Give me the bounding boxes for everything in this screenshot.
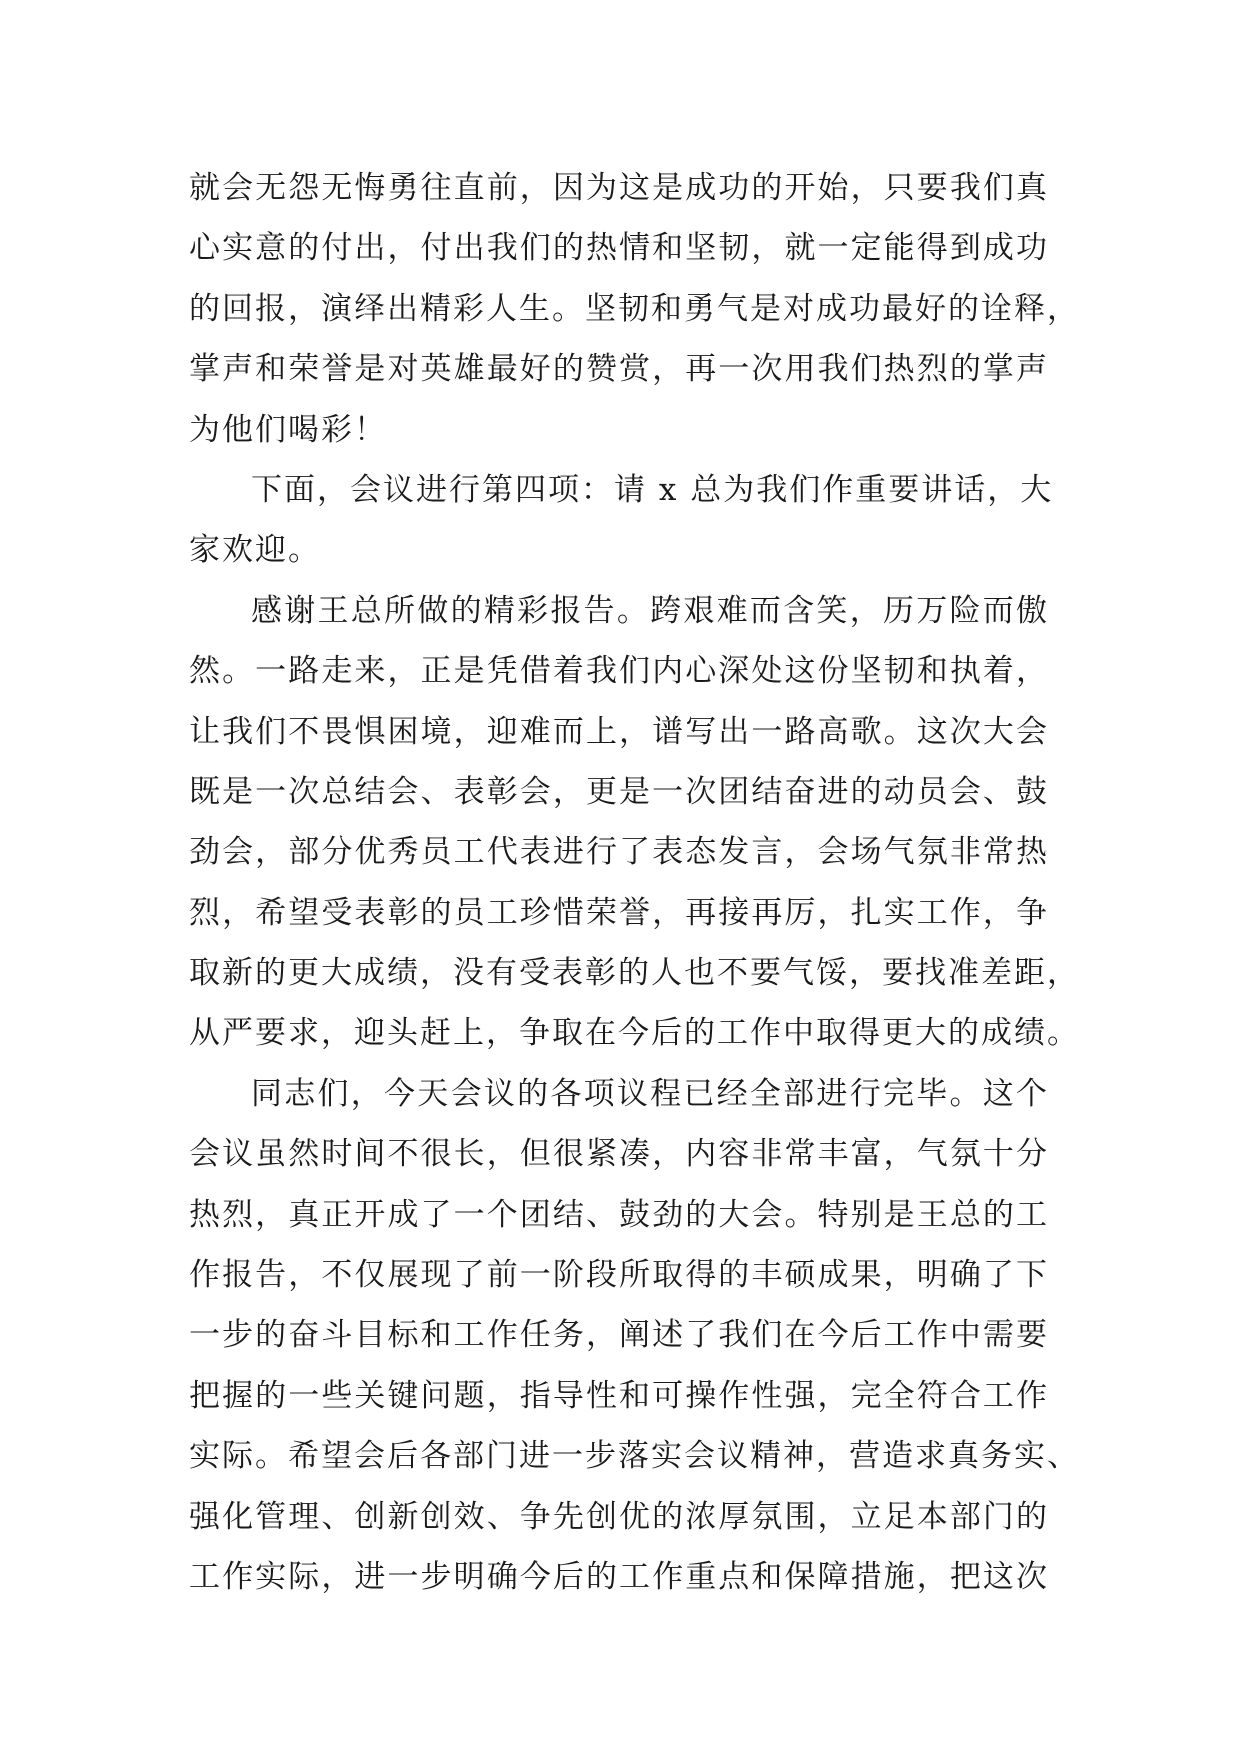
text-line: 取新的更大成绩，没有受表彰的人也不要气馁，要找准差距， [189, 955, 1080, 992]
paragraph [189, 581, 1080, 1064]
text-line: 掌声和荣誉是对英雄最好的赞赏，再一次用我们热烈的掌声 [189, 351, 1049, 388]
text-line: 把握的一些关键问题，指导性和可操作性强，完全符合工作 [189, 1377, 1049, 1414]
text-line: 心实意的付出，付出我们的热情和坚韧，就一定能得到成功 [189, 230, 1049, 267]
text-line: 作报告，不仅展现了前一阶段所取得的丰硕成果，明确了下 [189, 1257, 1049, 1294]
text-line: 然。一路走来，正是凭借着我们内心深处这份坚韧和执着， [189, 653, 1049, 690]
text-line: 下面，会议进行第四项：请 x 总为我们作重要讲话，大 [251, 471, 1054, 508]
text-line: 既是一次总结会、表彰会，更是一次团结奋进的动员会、鼓 [189, 773, 1049, 810]
text-line: 热烈，真正开成了一个团结、鼓劲的大会。特别是王总的工 [189, 1196, 1049, 1233]
text-line: 工作实际，进一步明确今后的工作重点和保障措施，把这次 [189, 1558, 1049, 1595]
paragraph [189, 1064, 1080, 1608]
text-line: 会议虽然时间不很长，但很紧凑，内容非常丰富，气氛十分 [189, 1136, 1049, 1173]
body-text [189, 158, 1080, 1607]
text-line: 强化管理、创新创效、争先创优的浓厚氛围，立足本部门的 [189, 1498, 1049, 1535]
text-line: 就会无怨无悔勇往直前，因为这是成功的开始，只要我们真 [189, 170, 1049, 206]
text-line: 从严要求，迎头赶上，争取在今后的工作中取得更大的成绩。 [189, 1015, 1080, 1052]
text-line: 家欢迎。 [189, 532, 321, 569]
text-line: 一步的奋斗目标和工作任务，阐述了我们在今后工作中需要 [189, 1317, 1049, 1354]
paragraph [189, 158, 1080, 460]
text-line: 同志们，今天会议的各项议程已经全部进行完毕。这个 [251, 1075, 1049, 1112]
text-line: 的回报，演绎出精彩人生。坚韧和勇气是对成功最好的诠释， [189, 290, 1080, 327]
text-line: 实际。希望会后各部门进一步落实会议精神，营造求真务实、 [189, 1438, 1080, 1475]
text-line: 劲会，部分优秀员工代表进行了表态发言，会场气氛非常热 [189, 834, 1049, 871]
text-line: 感谢王总所做的精彩报告。跨艰难而含笑，历万险而傲 [251, 592, 1049, 629]
text-line: 烈，希望受表彰的员工珍惜荣誉，再接再厉，扎实工作，争 [189, 894, 1049, 931]
paragraph [189, 460, 1054, 581]
text-line: 让我们不畏惧困境，迎难而上，谱写出一路高歌。这次大会 [189, 713, 1049, 750]
text-line: 为他们喝彩！ [189, 411, 387, 448]
